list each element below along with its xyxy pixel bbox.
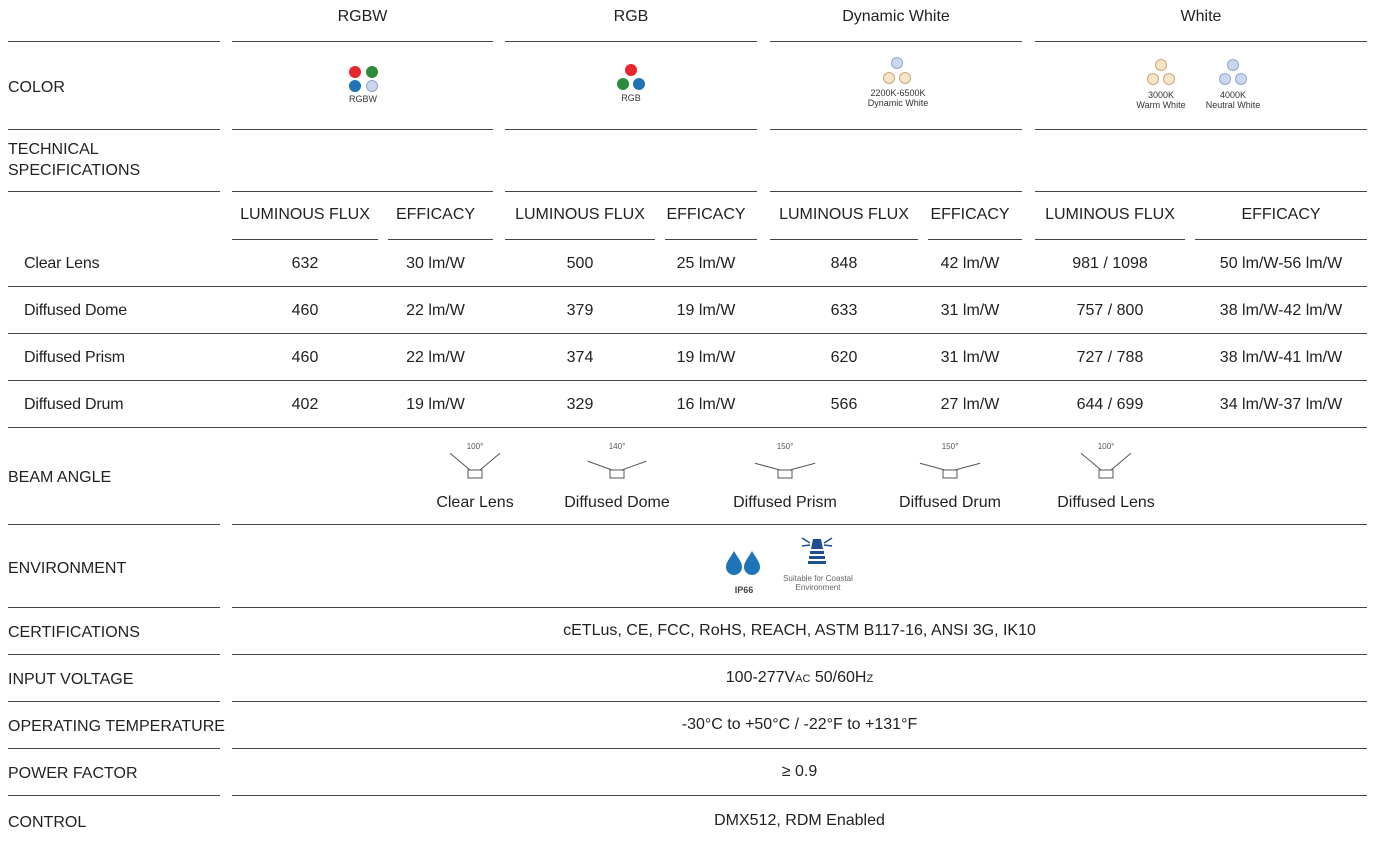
row-name: Clear Lens	[24, 255, 100, 272]
beam-angle-value: 150°	[941, 442, 959, 451]
row-label-certifications: CERTIFICATIONS	[8, 624, 140, 641]
table-cell: 19 lm/W	[676, 302, 736, 319]
divider	[1035, 239, 1185, 240]
dynamic-swatch-sublabel: Dynamic White	[867, 98, 929, 108]
divider	[232, 748, 1367, 749]
divider	[232, 524, 1367, 525]
table-cell: 379	[566, 302, 594, 319]
water-drop	[726, 551, 742, 575]
subheader-efficacy: EFFICACY	[395, 206, 476, 223]
row-label-technical-specifications: TECHNICAL SPECIFICATIONS	[8, 141, 141, 179]
beam-edge	[955, 463, 980, 470]
header-rgb: RGB	[613, 8, 649, 25]
coastal-sublabel: Environment	[795, 583, 841, 592]
warm-swatch-sublabel: Warm White	[1136, 100, 1186, 110]
beam-edge	[790, 463, 815, 470]
subheader-flux: LUMINOUS FLUX	[240, 206, 370, 223]
table-cell: 329	[566, 396, 594, 413]
cool-dot	[891, 57, 903, 69]
warm-swatch-label: 3000K	[1147, 90, 1175, 100]
red-dot	[625, 64, 637, 76]
table-cell: 50 lm/W-56 lm/W	[1219, 255, 1343, 272]
table-cell: 727 / 788	[1076, 349, 1144, 366]
table-cell: 16 lm/W	[676, 396, 736, 413]
blue-dot	[349, 80, 361, 92]
beam-angle-value: 150°	[776, 442, 794, 451]
row-label-environment: ENVIRONMENT	[8, 560, 127, 577]
row-label-power-factor: POWER FACTOR	[8, 765, 138, 782]
input-voltage-ac: AC	[795, 673, 811, 685]
divider	[8, 607, 220, 608]
table-cell: 34 lm/W-37 lm/W	[1219, 396, 1343, 413]
rgb-swatch-label: RGB	[621, 93, 641, 103]
table-cell: 981 / 1098	[1072, 255, 1148, 272]
beam-edge	[1081, 453, 1101, 470]
divider	[232, 701, 1367, 702]
table-cell: 374	[566, 349, 594, 366]
water-drops-icon	[726, 551, 762, 575]
row-name: Diffused Prism	[24, 349, 125, 366]
divider	[770, 191, 1022, 192]
table-cell: 31 lm/W	[940, 302, 1000, 319]
beam-edge	[450, 453, 470, 470]
table-cell: 460	[291, 349, 319, 366]
divider	[8, 701, 220, 702]
table-cell: 19 lm/W	[676, 349, 736, 366]
table-cell: 19 lm/W	[406, 396, 465, 413]
input-voltage-main: 100-277V	[725, 669, 796, 686]
neutral-dot	[1235, 73, 1247, 85]
divider	[505, 191, 757, 192]
neutral-swatch-sublabel: Neutral White	[1205, 100, 1261, 110]
divider	[232, 239, 378, 240]
red-dot	[349, 66, 361, 78]
table-cell: 632	[291, 255, 319, 272]
table-cell: 500	[566, 255, 594, 272]
table-cell: 30 lm/W	[406, 255, 465, 272]
divider	[8, 41, 220, 42]
divider	[8, 524, 220, 525]
neutral-dot	[1227, 59, 1239, 71]
table-cell: 644 / 699	[1076, 396, 1144, 413]
divider	[1035, 191, 1367, 192]
divider	[505, 239, 655, 240]
divider	[8, 286, 1367, 287]
divider	[232, 41, 493, 42]
warm-dot	[899, 72, 911, 84]
beam-angle-label: Diffused Prism	[733, 494, 837, 511]
beam-edge	[1111, 453, 1131, 470]
table-cell: 848	[830, 255, 858, 272]
row-name: Diffused Drum	[24, 396, 124, 413]
input-voltage-value	[232, 669, 1367, 687]
fixture-body	[778, 470, 792, 478]
divider	[1195, 239, 1367, 240]
table-cell: 566	[830, 396, 858, 413]
divider	[232, 607, 1367, 608]
beam-edge	[920, 463, 945, 470]
beam-angle-value: 140°	[608, 442, 626, 451]
divider	[232, 129, 493, 130]
beam-edge	[480, 453, 500, 470]
divider	[665, 239, 757, 240]
input-voltage-frequency: 50/60H	[810, 669, 867, 686]
divider	[1035, 41, 1367, 42]
divider	[770, 129, 1022, 130]
table-cell: 31 lm/W	[940, 349, 1000, 366]
header-dynamic-white: Dynamic White	[842, 8, 950, 25]
power-factor-value: ≥ 0.9	[781, 763, 818, 780]
beam-edge	[755, 463, 780, 470]
water-drop	[744, 551, 760, 575]
subheader-flux: LUMINOUS FLUX	[779, 206, 909, 223]
green-dot	[366, 66, 378, 78]
table-cell: 620	[830, 349, 858, 366]
divider	[232, 191, 493, 192]
fixture-body	[1099, 470, 1113, 478]
divider	[8, 129, 220, 130]
divider	[8, 427, 1367, 428]
divider	[8, 748, 220, 749]
fixture-body	[943, 470, 957, 478]
warm-dot	[883, 72, 895, 84]
lighthouse-icon	[802, 536, 832, 566]
table-cell: 460	[291, 302, 319, 319]
divider	[505, 129, 757, 130]
row-label-color: COLOR	[8, 79, 65, 96]
neutral-dot	[1219, 73, 1231, 85]
ip66-label: IP66	[734, 585, 754, 595]
neutral-swatch-label: 4000K	[1219, 90, 1247, 100]
warm-dot	[1155, 59, 1167, 71]
table-cell: 42 lm/W	[940, 255, 1000, 272]
divider	[8, 654, 220, 655]
divider	[1035, 129, 1367, 130]
rgbw-swatch-label: RGBW	[349, 94, 377, 104]
row-label-beam-angle: BEAM ANGLE	[8, 469, 112, 486]
divider	[8, 333, 1367, 334]
beam-edge	[622, 461, 646, 470]
divider	[505, 41, 757, 42]
table-cell: 22 lm/W	[406, 349, 465, 366]
beam-angle-value: 100°	[466, 442, 484, 451]
header-white: White	[1180, 8, 1222, 25]
certifications-value: cETLus, CE, FCC, RoHS, REACH, ASTM B117-16, ANSI 3G, IK10	[563, 622, 1036, 639]
divider	[232, 654, 1367, 655]
divider	[8, 191, 220, 192]
divider	[770, 239, 918, 240]
table-cell: 25 lm/W	[676, 255, 736, 272]
table-cell: 27 lm/W	[940, 396, 1000, 413]
divider	[770, 41, 1022, 42]
blue-dot	[633, 78, 645, 90]
warm-dot	[1147, 73, 1159, 85]
table-cell: 757 / 800	[1076, 302, 1144, 319]
warm-dot	[1163, 73, 1175, 85]
beam-angle-label: Clear Lens	[436, 494, 514, 511]
divider	[8, 795, 220, 796]
fixture-body	[610, 470, 624, 478]
subheader-efficacy: EFFICACY	[930, 206, 1010, 223]
table-cell: 38 lm/W-41 lm/W	[1219, 349, 1343, 366]
table-cell: 38 lm/W-42 lm/W	[1219, 302, 1343, 319]
subheader-efficacy: EFFICACY	[1241, 206, 1321, 223]
divider	[8, 380, 1367, 381]
row-label-input-voltage: INPUT VOLTAGE	[8, 671, 134, 688]
beam-angle-label: Diffused Drum	[899, 494, 1001, 511]
control-value: DMX512, RDM Enabled	[714, 812, 885, 829]
white-dot	[366, 80, 378, 92]
beam-angle-value: 100°	[1097, 442, 1115, 451]
subheader-flux: LUMINOUS FLUX	[1045, 206, 1175, 223]
fixture-body	[468, 470, 482, 478]
table-cell: 402	[291, 396, 319, 413]
row-label-operating-temperature: OPERATING TEMPERATURE	[8, 718, 225, 735]
header-rgbw: RGBW	[337, 8, 388, 25]
row-label-control: CONTROL	[8, 814, 87, 831]
subheader-flux: LUMINOUS FLUX	[515, 206, 645, 223]
coastal-label: Suitable for Coastal	[783, 574, 853, 583]
operating-temperature-value: -30°C to +50°C / -22°F to +131°F	[681, 716, 918, 733]
divider	[232, 795, 1367, 796]
beam-angle-label: Diffused Dome	[564, 494, 670, 511]
table-cell: 22 lm/W	[406, 302, 465, 319]
row-name: Diffused Dome	[24, 302, 127, 319]
beam-angle-label: Diffused Lens	[1057, 494, 1155, 511]
divider	[928, 239, 1022, 240]
dynamic-swatch-label: 2200K-6500K	[870, 88, 926, 98]
table-cell: 633	[830, 302, 858, 319]
divider	[388, 239, 493, 240]
subheader-efficacy: EFFICACY	[666, 206, 746, 223]
beam-edge	[588, 461, 612, 470]
input-voltage-hz: Z	[866, 673, 874, 685]
green-dot	[617, 78, 629, 90]
